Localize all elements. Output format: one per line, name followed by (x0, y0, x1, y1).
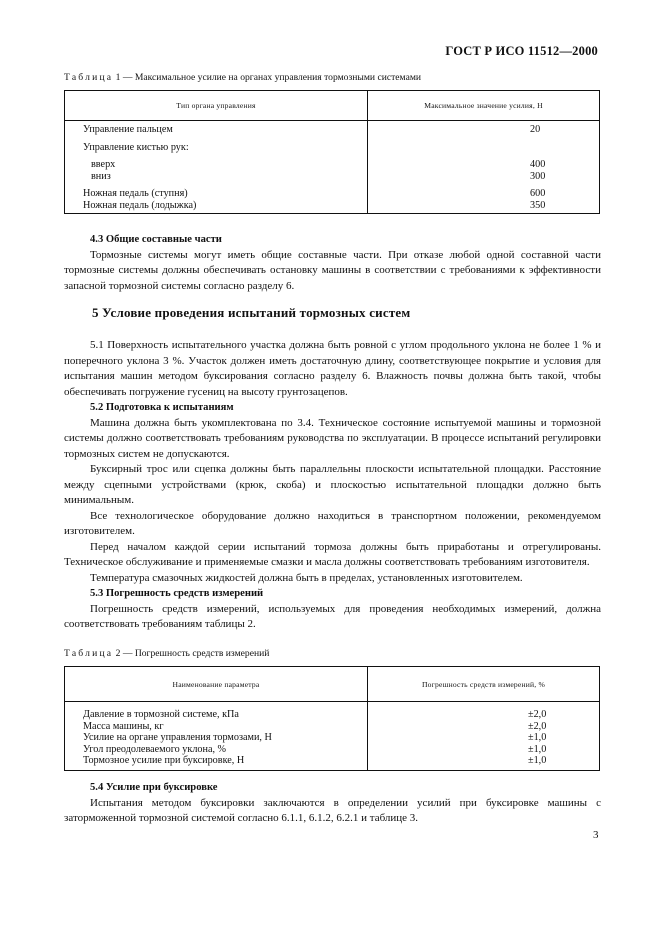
table1-labels-cell (65, 121, 368, 214)
table2-row-value: ±1,0 (528, 755, 547, 766)
section-5-4-text: Испытания методом буксировки заключаются в определении усилий при буксировке машины с заторможенной тормозной системой согласно 6.1.1, 6.1.2, 6.2.1 и таблице 3. (64, 796, 601, 824)
table1-header-type: Тип органа управления (65, 91, 368, 121)
table2-row-value: ±2,0 (528, 709, 547, 720)
table1-row-label: вниз (91, 170, 111, 182)
section-5-heading: 5 Условие проведения испытаний тормозных систем (92, 305, 411, 320)
page-number: 3 (593, 829, 599, 841)
table1-row-label: Управление пальцем (83, 124, 173, 135)
table1-row-label: Ножная педаль (лодыжка) (83, 199, 197, 211)
table2-caption-word: Таблица (64, 648, 114, 659)
table1-row-label: Ножная педаль (ступня) (83, 188, 188, 199)
section-4-3-text: Тормозные системы могут иметь общие составные части. При отказе любой одной составной части тормозные системы должны обеспечивать остановку машины в соответствии с требованиями к эффективности запасной тормозной системы согласно разделу 6. (64, 248, 601, 292)
table2-caption-text: 2 — Погрешность средств измерений (113, 648, 270, 659)
table2-row-label: Усилие на органе управления тормозами, Н (83, 732, 272, 743)
section-5-2-paragraph: Температура смазочных жидкостей должна быть в пределах, установленных изготовителем. (90, 571, 523, 584)
table2 (64, 666, 600, 771)
section-4-3 (64, 232, 601, 294)
table2-header-accuracy: Погрешность средств измерений, % (368, 667, 600, 702)
section-5-2-paragraph: Машина должна быть укомплектована по 3.4. Техническое состояние испытуемой машины и тормозной системы должно соответствовать требованиям руководства по эксплуатации. В процессе испытаний регулировки тормозных систем не допускаются. (64, 416, 601, 460)
section-5-2-heading: 5.2 Подготовка к испытаниям (90, 402, 234, 413)
table1-row-value: 400 (530, 159, 546, 170)
table2-header-parameter: Наименование параметра (65, 667, 368, 702)
document-code: ГОСТ Р ИСО 11512—2000 (445, 44, 598, 58)
section-5-body (64, 338, 601, 633)
table2-caption (64, 648, 269, 659)
section-5-4 (64, 780, 601, 827)
table1-values-cell (368, 121, 600, 214)
table2-row-label: Масса машины, кг (83, 720, 164, 732)
table2-row-label: Тормозное усилие при буксировке, Н (83, 755, 245, 766)
table2-labels-cell (65, 702, 368, 771)
table1-row-label: вверх (91, 159, 116, 170)
section-4-3-heading: 4.3 Общие составные части (90, 234, 222, 245)
section-5-3-heading: 5.3 Погрешность средств измерений (90, 588, 264, 599)
table1-caption (64, 72, 421, 83)
table1-caption-word: Таблица (64, 72, 114, 83)
section-5-2-paragraph: Буксирный трос или сцепка должны быть параллельны плоскости испытательной площадки. Расстояние между сцепными устройствами (крюк, скоба) и плоскостью испытательной площадки должно быть минимальным. (64, 463, 601, 506)
table1-caption-text: 1 — Максимальное усилие на органах управления тормозными системами (113, 72, 422, 83)
table1-row-value: 350 (530, 199, 546, 211)
table2-row-value: ±1,0 (528, 743, 547, 755)
table1-row-value: 20 (530, 124, 541, 135)
table1-header-max-force: Максимальное значение усилия, Н (368, 91, 600, 121)
section-5-1-text: 5.1 Поверхность испытательного участка должна быть ровной с углом продольного уклона не более 1 % и поперечного уклона 3 %. Участок должен иметь достаточную длину, соответствующее покрытие и условия для испытания машин методом буксирования согласно разделу 6. Влажность почвы должна быть такой, чтобы обеспечивать погружение гусениц на высоту грунтозацепов. (64, 339, 601, 398)
section-5-2-paragraph: Перед началом каждой серии испытаний тормоза должны быть приработаны и отрегулированы. Техническое обслуживание и применяемые смазки и масла должны соответствовать требованиям изготовителя. (64, 540, 601, 568)
table1 (64, 90, 600, 214)
table2-row-label: Угол преодолеваемого уклона, % (83, 743, 227, 755)
table2-values-cell (368, 702, 600, 771)
table1-row-value (530, 142, 599, 154)
table2-row-label: Давление в тормозной системе, кПа (83, 709, 239, 720)
table1-row-value: 600 (530, 188, 546, 199)
table2-row-value: ±2,0 (528, 720, 547, 732)
table1-row-value: 300 (530, 170, 546, 182)
section-5-4-heading: 5.4 Усилие при буксировке (90, 782, 218, 793)
table1-row-label: Управление кистью рук: (83, 141, 189, 153)
section-5-3-text: Погрешность средств измерений, используемых для проведения необходимых измерений, должна соответствовать требованиям таблицы 2. (64, 602, 601, 630)
section-5-2-paragraph: Все технологическое оборудование должно находиться в транспортном положении, рекомендуемом изготовителем. (64, 509, 601, 537)
table2-row-value: ±1,0 (528, 732, 547, 743)
